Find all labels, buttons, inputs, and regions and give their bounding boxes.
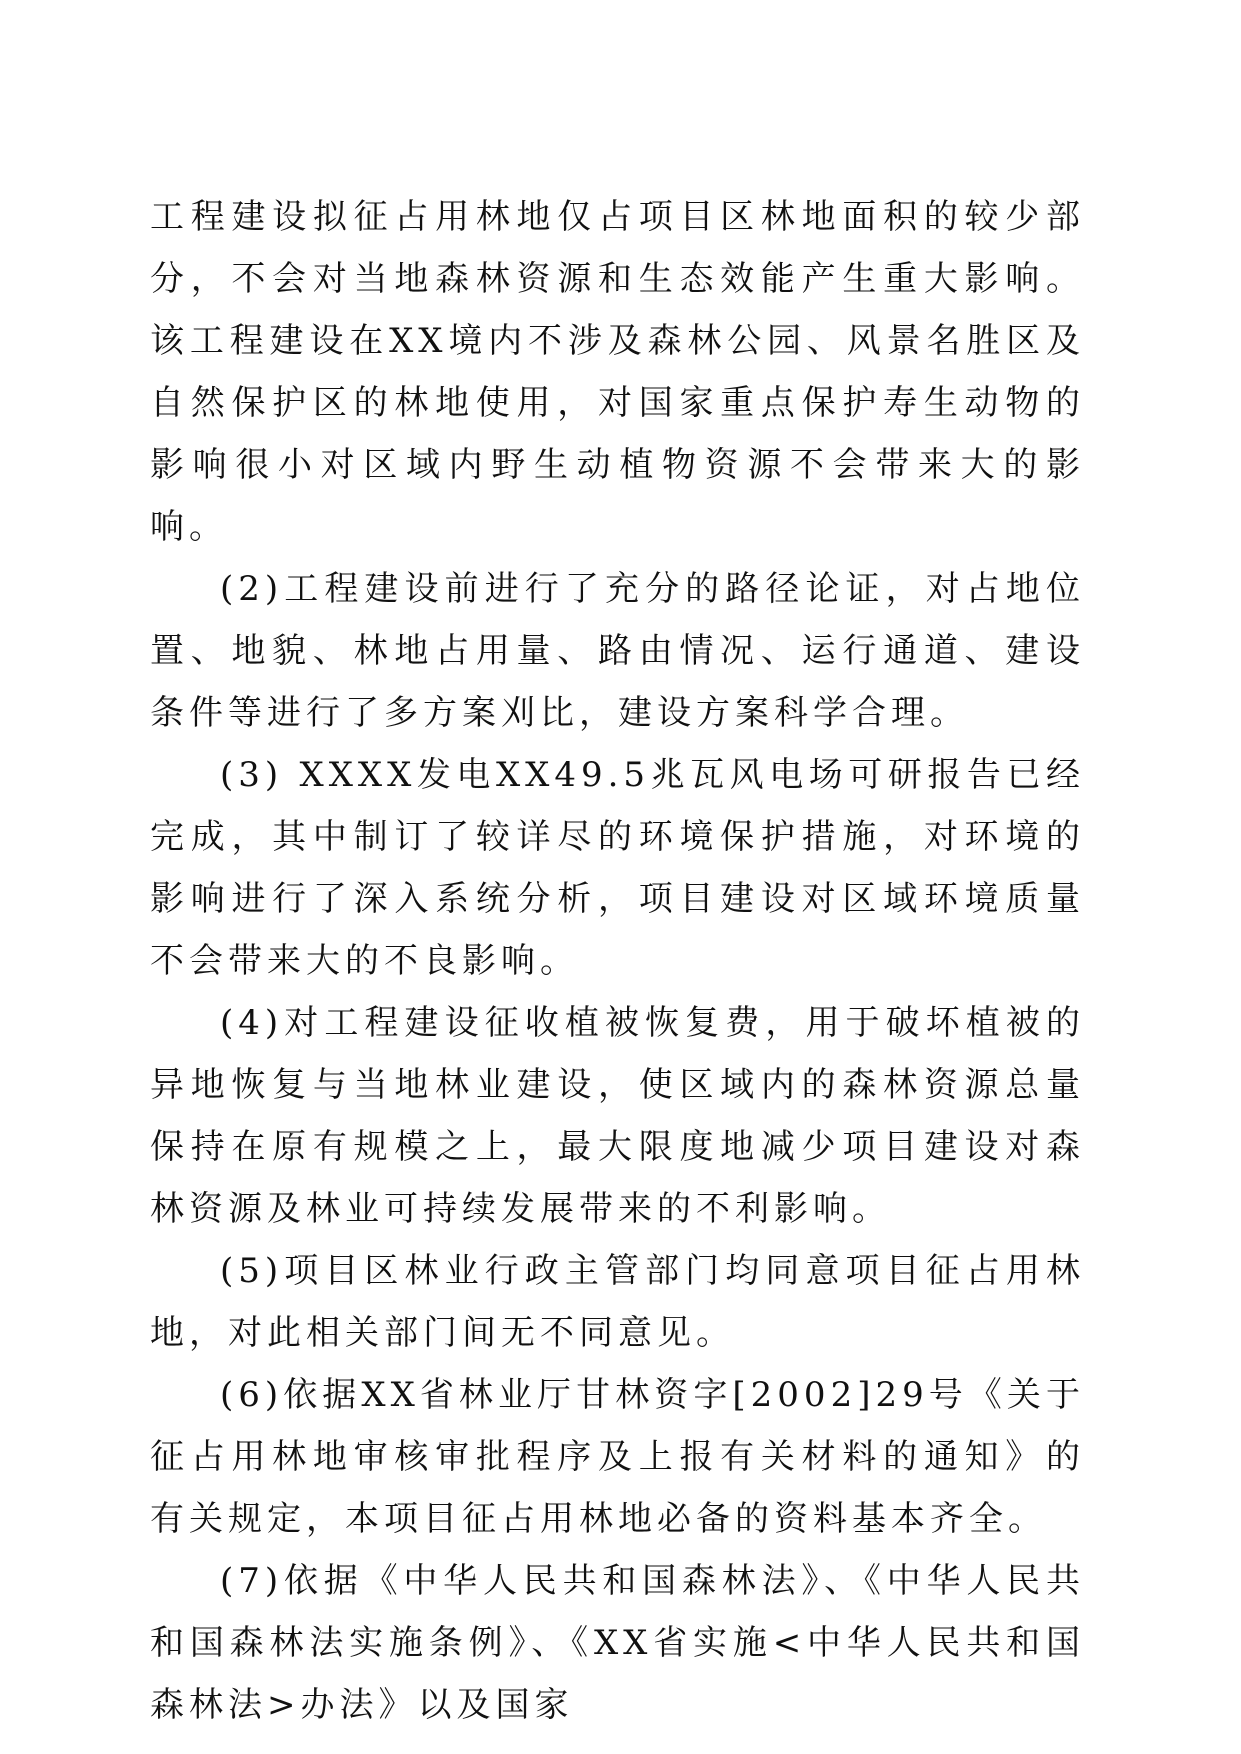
paragraph-item-2: (2)工程建设前进行了充分的路径论证，对占地位置、地貌、林地占用量、路由情况、运行通道、建设条件等进行了多方案刈比，建设方案科学合理。 — [150, 569, 1085, 733]
paragraph-item-7: (7)依据《中华人民共和国森林法》、《中华人民共和国森林法实施条例》、《XX省实施<中华人民共和国森林法>办法》以及国家 — [150, 1561, 1085, 1725]
paragraph-continuation: 工程建设拟征占用林地仅占项目区林地面积的较少部分，不会对当地森林资源和生态效能产生重大影响。该工程建设在XX境内不涉及森林公园、风景名胜区及自然保护区的林地使用，对国家重点保护寿生动物的影响很小对区域内野生动植物资源不会带来大的影响。 — [150, 197, 1085, 547]
paragraph-item-4: (4)对工程建设征收植被恢复费，用于破坏植被的异地恢复与当地林业建设，使区域内的森林资源总量保持在原有规模之上，最大限度地减少项目建设对森林资源及林业可持续发展带来的不利影响。 — [150, 1003, 1085, 1229]
paragraph-item-5: (5)项目区林业行政主管部门均同意项目征占用林地，对此相关部门间无不同意见。 — [150, 1251, 1085, 1353]
paragraph-item-6: (6)依据XX省林业厅甘林资字[2002]29号《关于征占用林地审核审批程序及上报有关材料的通知》的有关规定，本项目征占用林地必备的资料基本齐全。 — [150, 1375, 1085, 1539]
document-body — [150, 186, 1085, 1736]
paragraph-item-3: (3) XXXX发电XX49.5兆瓦风电场可研报告已经完成，其中制订了较详尽的环境保护措施，对环境的影响进行了深入系统分析，项目建设对区域环境质量不会带来大的不良影响。 — [150, 755, 1085, 981]
